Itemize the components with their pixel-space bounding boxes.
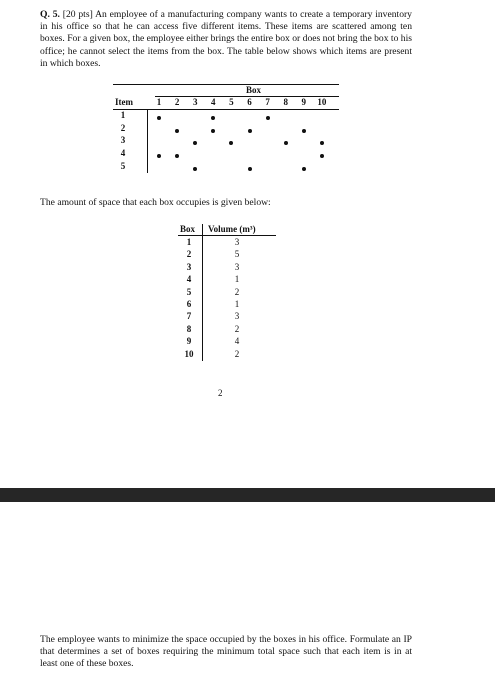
membership-dot [157,154,161,158]
volume-table-box-header: Box [180,224,196,234]
box-column-header: 5 [229,97,234,107]
volume-row-box: 6 [186,299,192,309]
membership-dot [248,167,252,171]
box-column-header: 6 [247,97,252,107]
item-column-header: Item [115,97,133,107]
box-column-header: 8 [283,97,288,107]
volume-row-value: 3 [234,237,240,247]
item-row-label: 2 [120,122,126,133]
volume-row-box: 8 [186,323,192,334]
volume-table-volume-header: Volume (m³) [208,224,256,234]
membership-dot [248,129,252,133]
volume-row-value: 2 [234,286,240,297]
followup-paragraph: The employee wants to minimize the space occupied by the boxes in his office. Formulate an IP that determines a set of boxes requiring the minimum total space such that each item is in at least one of these boxes. [40,634,412,670]
box-column-header: 4 [211,97,216,107]
membership-dot [211,116,215,120]
item-row-label: 4 [120,148,126,159]
question-label: Q. 5. [40,9,60,20]
table-top-rule [113,84,339,85]
membership-dot [266,116,270,120]
volume-row-box: 9 [186,336,192,347]
volume-row-box: 5 [186,286,192,297]
item-row-label: 1 [120,110,126,120]
volume-row-box: 1 [186,237,192,247]
volume-table-header-rule [178,235,276,236]
box-column-header: 2 [174,97,180,107]
membership-dot [229,141,233,145]
question-paragraph [40,9,412,70]
box-column-header: 7 [265,97,270,107]
volume-row-value: 2 [234,323,240,334]
volume-row-box: 3 [186,261,192,272]
box-column-header: 1 [156,97,162,107]
membership-dot [175,129,179,133]
volume-row-value: 4 [234,336,240,347]
membership-dot [211,129,215,133]
table-vertical-rule [147,109,148,173]
box-group-header: Box [246,85,262,95]
volume-row-box: 4 [186,274,192,285]
item-row-label: 3 [120,135,126,146]
membership-dot [302,167,306,171]
page-separator-bar [0,488,495,502]
membership-dot [284,141,288,145]
question-text: [20 pts] An employee of a manufacturing company wants to create a temporary inventory in his office so that he can access five different items. These items are scattered among ten boxes. For a given box, the employee either brings the entire box or does not bring the box to his office; he cannot select the items from the box. The table below shows which items are present in which boxes. [40,9,412,69]
membership-dot [193,141,197,145]
volume-row-value: 5 [234,249,240,260]
box-column-header: 10 [317,97,327,107]
page-number: 2 [218,388,223,398]
volume-row-value: 1 [234,299,240,309]
membership-dot [302,129,306,133]
volume-row-box: 10 [184,348,194,359]
volume-table-vertical-rule [202,224,203,361]
box-column-header: 3 [192,97,198,107]
volume-row-value: 1 [234,274,240,285]
membership-dot [175,154,179,158]
volume-row-box: 7 [186,311,192,322]
volume-row-box: 2 [186,249,192,260]
membership-dot [157,116,161,120]
membership-dot [320,154,324,158]
volume-row-value: 2 [234,348,240,359]
membership-dot [320,141,324,145]
box-column-header: 9 [301,97,307,107]
membership-dot [193,167,197,171]
volume-row-value: 3 [234,311,240,322]
space-intro-text: The amount of space that each box occupies is given below: [40,197,271,208]
volume-row-value: 3 [234,261,240,272]
item-row-label: 5 [120,160,126,171]
